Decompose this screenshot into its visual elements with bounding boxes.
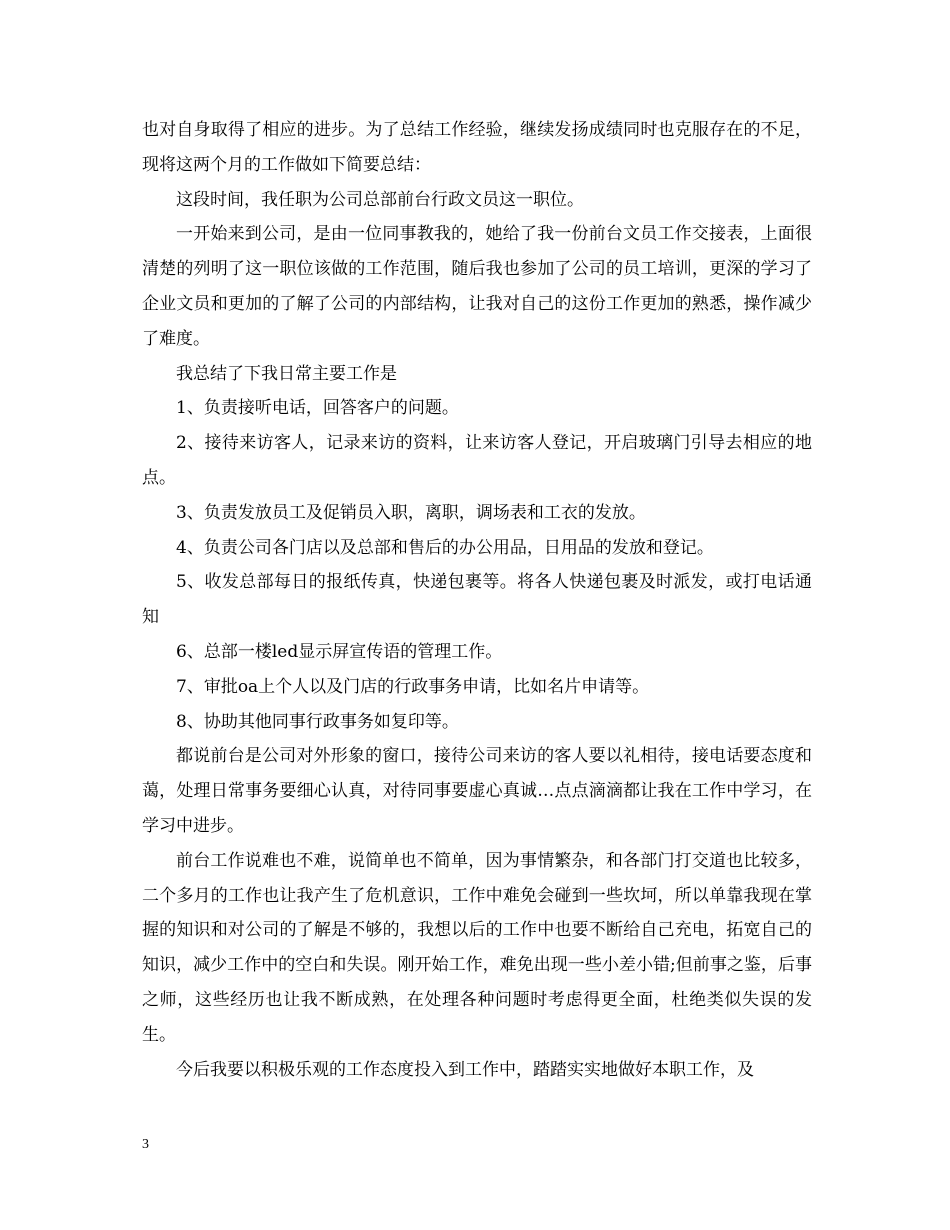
list-item: 7、审批oa上个人以及门店的行政事务申请，比如名片申请等。 [176, 676, 650, 697]
paragraph: 今后我要以积极乐观的工作态度投入到工作中，踏踏实实地做好本职工作，及 [176, 1059, 754, 1080]
list-item: 4、负责公司各门店以及总部和售后的办公用品，日用品的发放和登记。 [176, 537, 714, 558]
list-item: 1、负责接听电话，回答客户的问题。 [176, 398, 459, 419]
page-number: 3 [142, 1137, 149, 1152]
paragraph: 前台工作说难也不难，说简单也不简单，因为事情繁杂，和各部门打交道也比较多，二个多月的工作也让我产生了危机意识，工作中难免会碰到一些坎坷，所以单靠我现在掌握的知识和对公司的了解是不够的，我想以后的工作中也要不断给自己充电，拓宽自己的知识，减少工作中的空白和失误。刚开始工作，难免出现一些小差小错;但前事之鉴，后事之师，这些经历也让我不断成熟，在处理各种问题时考虑得更全面，杜绝类似失误的发生。 [142, 850, 812, 1045]
list-item: 8、协助其他同事行政事务如复印等。 [176, 711, 459, 732]
list-item: 2、接待来访客人，记录来访的资料，让来访客人登记，开启玻璃门引导去相应的地点。 [142, 433, 812, 488]
list-item: 5、收发总部每日的报纸传真，快递包裹等。将各人快递包裹及时派发，或打电话通知 [142, 572, 812, 628]
list-item: 6、总部一楼led显示屏宣传语的管理工作。 [176, 641, 503, 662]
paragraph: 我总结了下我日常主要工作是 [176, 363, 397, 384]
paragraph: 都说前台是公司对外形象的窗口，接待公司来访的客人要以礼相待，接电话要态度和蔼，处理日常事务要细心认真，对待同事要虚心真诚…点点滴滴都让我在工作中学习，在学习中进步。 [142, 746, 812, 836]
document-body [142, 113, 812, 1087]
paragraph: 一开始来到公司，是由一位同事教我的，她给了我一份前台文员工作交接表，上面很清楚的列明了这一职位该做的工作范围，随后我也参加了公司的员工培训，更深的学习了企业文员和更加的了解了公司的内部结构，让我对自己的这份工作更加的熟悉，操作减少了难度。 [142, 224, 812, 349]
paragraph: 也对自身取得了相应的进步。为了总结工作经验，继续发扬成绩同时也克服存在的不足，现将这两个月的工作做如下简要总结： [142, 120, 812, 175]
paragraph: 这段时间，我任职为公司总部前台行政文员这一职位。 [176, 189, 584, 210]
list-item: 3、负责发放员工及促销员入职，离职，调场表和工衣的发放。 [176, 502, 646, 523]
